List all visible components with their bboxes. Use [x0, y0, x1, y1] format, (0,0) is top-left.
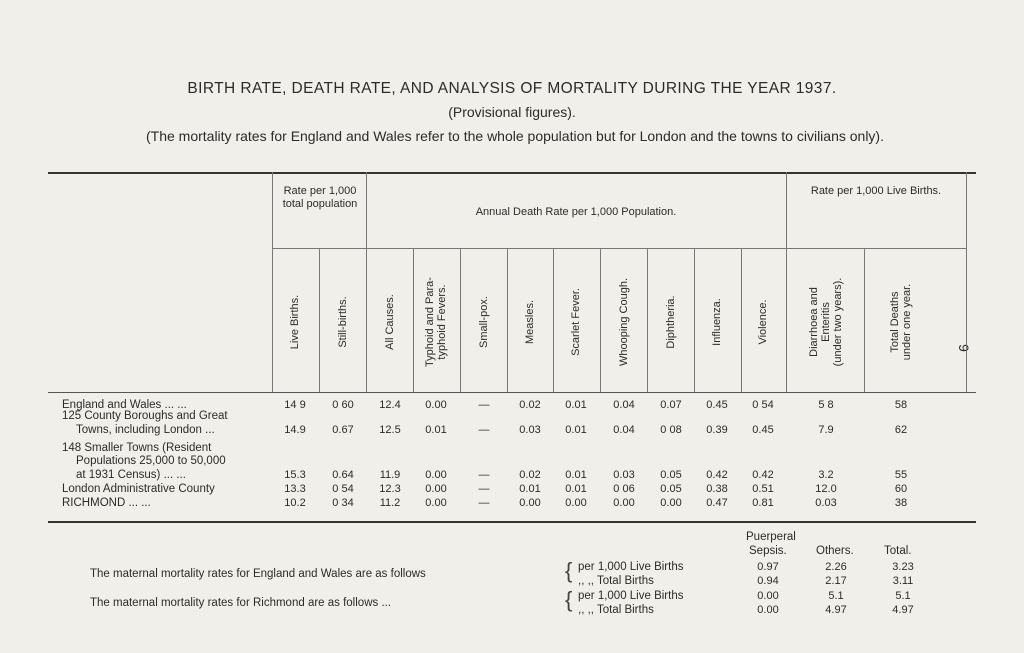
- column-header-line: Whooping Cough.: [618, 277, 630, 367]
- table-cell: 0.04: [613, 424, 635, 436]
- column-header-line: Typhoid and Para-: [424, 277, 436, 367]
- column-header-line: Measles.: [524, 299, 536, 345]
- column-divider: [319, 248, 320, 392]
- table-cell: —: [478, 483, 490, 495]
- table-cell: 58: [894, 399, 908, 411]
- column-header: [337, 296, 349, 347]
- column-header: [424, 277, 448, 367]
- table-cell: 12.4: [379, 399, 401, 411]
- column-divider: [694, 248, 695, 392]
- table-cell: 0.04: [613, 399, 635, 411]
- table-cell: 0.01: [565, 424, 587, 436]
- table-cell: 38: [894, 497, 908, 509]
- table-cell: 0.47: [706, 497, 728, 509]
- column-header: [665, 295, 677, 348]
- table-cell: 14.9: [284, 424, 306, 436]
- column-header-line: (under two years).: [832, 277, 844, 367]
- column-divider: [553, 248, 554, 392]
- group-total-population: Rate per 1,000 total population: [282, 185, 358, 210]
- maternal-others-value: 2.17: [825, 575, 847, 587]
- table-cell: 12.0: [815, 483, 837, 495]
- maternal-others-value: 4.97: [825, 604, 847, 616]
- column-divider: [460, 248, 461, 392]
- table-cell: 3.2: [818, 469, 834, 481]
- column-header: [757, 299, 769, 344]
- column-header: [478, 296, 490, 348]
- row-label: 125 County Boroughs and Great: [62, 410, 228, 422]
- page-number: 9: [955, 344, 972, 352]
- column-divider: [966, 172, 967, 392]
- maternal-basis: per 1,000 Live Births: [578, 590, 684, 602]
- group-live-births: Rate per 1,000 Live Births.: [810, 185, 942, 197]
- table-cell: 11.9: [379, 469, 401, 481]
- table-cell: 0.00: [425, 497, 447, 509]
- table-cell: —: [478, 497, 490, 509]
- table-cell: 0.05: [660, 469, 682, 481]
- table-cell: 5 8: [818, 399, 834, 411]
- maternal-sepsis-value: 0.00: [757, 604, 779, 616]
- maternal-others-value: 2.26: [825, 561, 847, 573]
- column-header-line: Influenza.: [711, 298, 723, 346]
- row-label: 148 Smaller Towns (Resident: [62, 442, 212, 454]
- table-cell: 12.5: [379, 424, 401, 436]
- table-cell: 15.3: [284, 469, 306, 481]
- table-cell: 62: [894, 424, 908, 436]
- table-cell: 0.03: [613, 469, 635, 481]
- table-cell: —: [478, 399, 490, 411]
- table-cell: 0.01: [519, 483, 541, 495]
- column-header-line: Diarrhoea and: [808, 287, 820, 357]
- table-cell: 0.38: [706, 483, 728, 495]
- table-cell: —: [478, 469, 490, 481]
- puerperal-header: Puerperal: [746, 531, 796, 543]
- page-title: BIRTH RATE, DEATH RATE, AND ANALYSIS OF MORTALITY DURING THE YEAR 1937.: [187, 80, 837, 97]
- table-cell: 0 54: [332, 483, 354, 495]
- column-divider: [413, 248, 414, 392]
- table-cell: 0.02: [519, 469, 541, 481]
- scope-note: (The mortality rates for England and Wales refer to the whole population but for London and the towns to civilians only).: [145, 128, 884, 144]
- richmond-brace: {: [565, 587, 573, 612]
- table-top-rule: [48, 172, 976, 174]
- table-cell: 0.00: [519, 497, 541, 509]
- maternal-others-value: 5.1: [828, 590, 844, 602]
- table-bottom-rule: [48, 521, 976, 523]
- table-cell: 0.01: [565, 469, 587, 481]
- row-label: England and Wales ... ...: [62, 399, 187, 411]
- table-cell: 0.42: [706, 469, 728, 481]
- table-cell: 0.01: [425, 424, 447, 436]
- table-cell: 0 08: [660, 424, 682, 436]
- table-cell: 14 9: [284, 399, 306, 411]
- table-cell: 0 60: [332, 399, 354, 411]
- column-header: [618, 278, 630, 366]
- column-divider: [366, 172, 367, 392]
- maternal-basis: ,, ,, Total Births: [578, 604, 654, 616]
- maternal-total-value: 5.1: [895, 590, 911, 602]
- table-cell: 0.03: [519, 424, 541, 436]
- table-cell: 0.64: [332, 469, 354, 481]
- table-cell: 0 34: [332, 497, 354, 509]
- table-cell: 0 54: [752, 399, 774, 411]
- column-header: [570, 288, 582, 356]
- maternal-basis: per 1,000 Live Births: [578, 561, 684, 573]
- maternal-total-value: 3.23: [892, 561, 914, 573]
- row-label: Towns, including London ...: [76, 424, 215, 436]
- maternal-sepsis-value: 0.97: [757, 561, 779, 573]
- table-cell: 0.81: [752, 497, 774, 509]
- column-header-line: Still-births.: [337, 296, 349, 348]
- row-label: London Administrative County: [62, 483, 215, 495]
- table-cell: 0.02: [519, 399, 541, 411]
- table-cell: 55: [894, 469, 908, 481]
- column-header: [808, 278, 844, 367]
- table-cell: 0.39: [706, 424, 728, 436]
- table-cell: 11.2: [379, 497, 401, 509]
- table-cell: 0 06: [613, 483, 635, 495]
- column-header-line: All Causes.: [384, 294, 396, 350]
- column-header-line: Total Deaths: [889, 291, 901, 353]
- column-header-line: Live Births.: [289, 294, 301, 350]
- table-cell: 7.9: [818, 424, 834, 436]
- maternal-sepsis-value: 0.00: [757, 590, 779, 602]
- column-divider: [600, 248, 601, 392]
- column-divider: [741, 248, 742, 392]
- column-divider: [786, 172, 787, 392]
- group-divider-rule: [272, 248, 966, 249]
- group-death-rate: Annual Death Rate per 1,000 Population.: [475, 206, 677, 218]
- column-divider: [647, 248, 648, 392]
- column-divider: [507, 248, 508, 392]
- column-header: [384, 294, 396, 350]
- column-divider: [272, 172, 273, 392]
- column-header-line: under one year.: [901, 283, 913, 361]
- richmond-maternal-label: The maternal mortality rates for Richmond are as follows ...: [90, 597, 392, 609]
- table-cell: 0.01: [565, 483, 587, 495]
- row-label: Populations 25,000 to 50,000: [76, 455, 226, 467]
- table-cell: 0.00: [425, 483, 447, 495]
- table-cell: 0.00: [425, 469, 447, 481]
- table-cell: 0.67: [332, 424, 354, 436]
- column-header: [889, 284, 913, 360]
- column-header-line: typhoid Fevers.: [436, 284, 448, 360]
- others-header: Others.: [816, 545, 854, 557]
- table-cell: 0.42: [752, 469, 774, 481]
- table-cell: —: [478, 424, 490, 436]
- table-cell: 10.2: [284, 497, 306, 509]
- column-header: [289, 295, 301, 349]
- england-maternal-label: The maternal mortality rates for England and Wales are as follows: [90, 568, 426, 580]
- maternal-sepsis-value: 0.94: [757, 575, 779, 587]
- table-cell: 0.01: [565, 399, 587, 411]
- table-cell: 0.00: [660, 497, 682, 509]
- column-header: [711, 298, 723, 346]
- column-header-line: Small-pox.: [478, 296, 490, 348]
- row-label: at 1931 Census) ... ...: [76, 469, 186, 481]
- maternal-basis: ,, ,, Total Births: [578, 575, 654, 587]
- total-header: Total.: [884, 545, 912, 557]
- column-header-line: Diphtheria.: [665, 295, 677, 349]
- table-cell: 0.03: [815, 497, 837, 509]
- table-cell: 13.3: [284, 483, 306, 495]
- table-cell: 0.00: [425, 399, 447, 411]
- column-header-line: Violence.: [757, 299, 769, 345]
- table-cell: 12.3: [379, 483, 401, 495]
- table-cell: 0.05: [660, 483, 682, 495]
- table-cell: 0.07: [660, 399, 682, 411]
- table-cell: 60: [894, 483, 908, 495]
- row-label: RICHMOND ... ...: [62, 497, 151, 509]
- maternal-total-value: 3.11: [892, 575, 914, 587]
- column-header-line: Scarlet Fever.: [570, 288, 582, 356]
- sepsis-header: Sepsis.: [749, 545, 787, 557]
- table-cell: 0.45: [752, 424, 774, 436]
- column-header: [524, 300, 536, 344]
- table-cell: 0.51: [752, 483, 774, 495]
- column-header-line: Enteritis: [820, 302, 832, 342]
- england-brace: {: [565, 558, 573, 583]
- page-subtitle: (Provisional figures).: [448, 104, 576, 120]
- table-cell: 0.00: [613, 497, 635, 509]
- header-bottom-rule: [48, 392, 976, 393]
- maternal-total-value: 4.97: [892, 604, 914, 616]
- column-divider: [864, 248, 865, 392]
- table-cell: 0.00: [565, 497, 587, 509]
- table-cell: 0.45: [706, 399, 728, 411]
